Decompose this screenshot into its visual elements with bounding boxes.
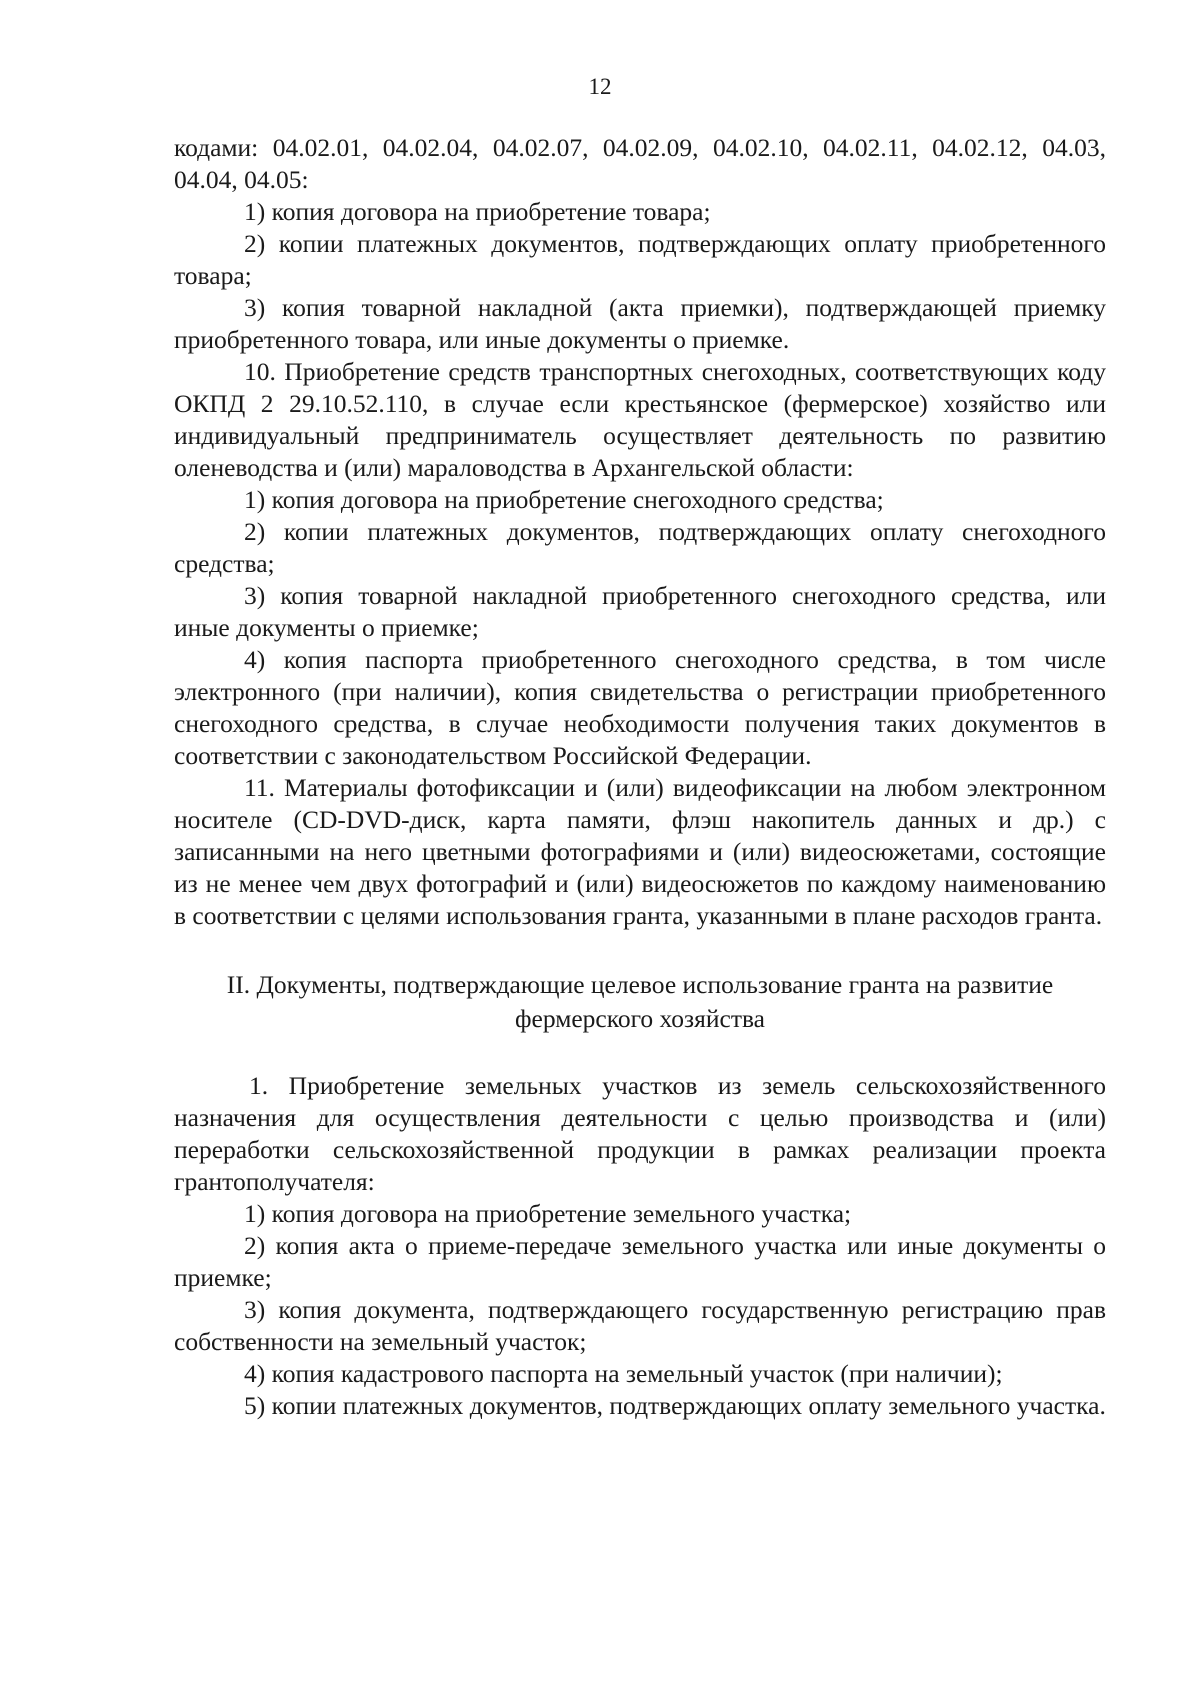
list-item: 1) копия договора на приобретение товара; (244, 197, 711, 226)
list-item: 3) копия документа, подтверждающего государственную регистрацию прав собственности на земельный участок; (174, 1295, 1106, 1356)
list-item: 3) копия товарной накладной (акта приемки), подтверждающей приемку приобретенного товара, или иные документы о приемке. (174, 293, 1106, 354)
list-item: 3) копия товарной накладной приобретенного снегоходного средства, или иные документы о приемке; (174, 581, 1106, 642)
paragraph-continuation: кодами: 04.02.01, 04.02.04, 04.02.07, 04.02.09, 04.02.10, 04.02.11, 04.02.12, 04.03, 04.04, 04.05: (174, 133, 1106, 194)
list-item: 4) копия паспорта приобретенного снегоходного средства, в том числе электронного (при наличии), копия свидетельства о регистрации приобретенного снегоходного средства, в случае необходимости получения таких документов в соответствии с законодательством Российской Федерации. (174, 645, 1106, 770)
section-heading: II. Документы, подтверждающие целевое использование гранта на развитие фермерского хозяйства (226, 970, 1054, 1033)
list-item: 2) копия акта о приеме-передаче земельного участка или иные документы о приемке; (174, 1231, 1106, 1292)
list-item: 2) копии платежных документов, подтверждающих оплату приобретенного товара; (174, 229, 1106, 290)
list-item: 2) копии платежных документов, подтверждающих оплату снегоходного средства; (174, 517, 1106, 578)
list-item: 5) копии платежных документов, подтверждающих оплату земельного участка. (244, 1391, 1106, 1420)
numbered-clause-11: 11. Материалы фотофиксации и (или) видеофиксации на любом электронном носителе (CD-DVD-диск, карта памяти, флэш накопитель данных и др.) с записанными на него цветными фотографиями и (или) видеосюжетами, состоящие из не менее чем двух фотографий и (или) видеосюжетов по каждому наименованию в соответствии с целями использования гранта, указанными в плане расходов гранта. (174, 773, 1106, 930)
list-item: 1) копия договора на приобретение земельного участка; (244, 1199, 852, 1228)
list-item: 1) копия договора на приобретение снегоходного средства; (244, 485, 884, 514)
page-number: 12 (588, 74, 612, 99)
numbered-clause-10: 10. Приобретение средств транспортных снегоходных, соответствующих коду ОКПД 2 29.10.52.110, в случае если крестьянское (фермерское) хозяйство или индивидуальный предприниматель осуществляет деятельность по развитию оленеводства и (или) мараловодства в Архангельской области: (174, 357, 1106, 482)
document-body (174, 132, 1106, 1422)
list-item: 4) копия кадастрового паспорта на земельный участок (при наличии); (244, 1359, 1003, 1388)
numbered-clause-1: 1. Приобретение земельных участков из земель сельскохозяйственного назначения для осуществления деятельности с целью производства и (или) переработки сельскохозяйственной продукции в рамках реализации проекта грантополучателя: (174, 1071, 1106, 1196)
